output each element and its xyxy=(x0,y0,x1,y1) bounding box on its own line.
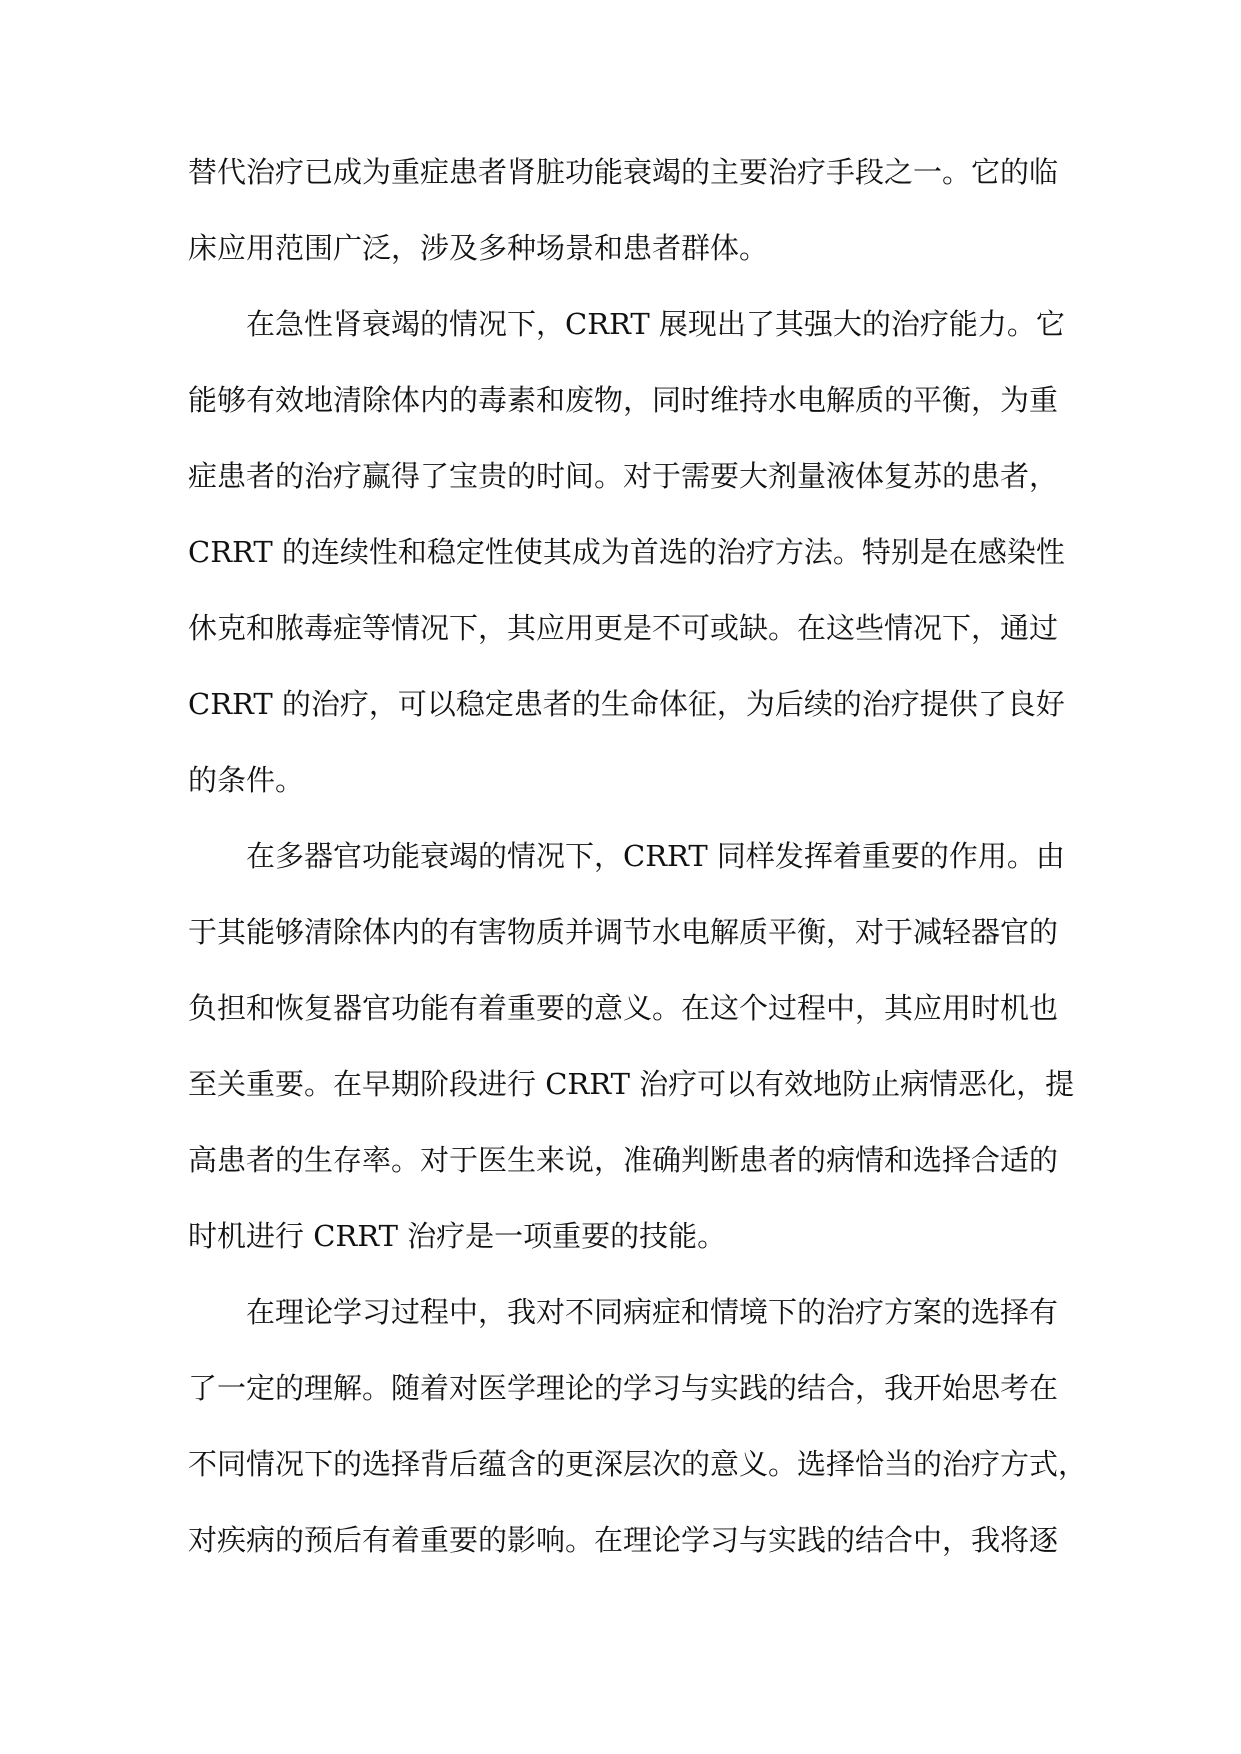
text-line: 于其能够清除体内的有害物质并调节水电解质平衡，对于减轻器官的 xyxy=(188,915,1059,949)
text-line: 床应用范围广泛，涉及多种场景和患者群体。 xyxy=(188,231,769,265)
paragraph-first-line: 在理论学习过程中，我对不同病症和情境下的治疗方案的选择有 xyxy=(246,1295,1059,1329)
text-line: 时机进行 CRRT 治疗是一项重要的技能。 xyxy=(188,1219,727,1253)
text-line: 至关重要。在早期阶段进行 CRRT 治疗可以有效地防止病情恶化，提 xyxy=(188,1067,1075,1101)
text-line: CRRT 的治疗，可以稳定患者的生命体征，为后续的治疗提供了良好 xyxy=(188,687,1065,721)
text-line: 的条件。 xyxy=(188,763,305,797)
paragraph-first-line: 在急性肾衰竭的情况下，CRRT 展现出了其强大的治疗能力。它 xyxy=(246,307,1065,341)
text-line: CRRT 的连续性和稳定性使其成为首选的治疗方法。特别是在感染性 xyxy=(188,535,1065,569)
text-line: 了一定的理解。随着对医学理论的学习与实践的结合，我开始思考在 xyxy=(188,1371,1059,1405)
paragraph-first-line: 在多器官功能衰竭的情况下，CRRT 同样发挥着重要的作用。由 xyxy=(246,839,1065,873)
text-line: 高患者的生存率。对于医生来说，准确判断患者的病情和选择合适的 xyxy=(188,1143,1059,1177)
text-line: 能够有效地清除体内的毒素和废物，同时维持水电解质的平衡，为重 xyxy=(188,383,1059,417)
text-line: 症患者的治疗赢得了宝贵的时间。对于需要大剂量液体复苏的患者， xyxy=(188,459,1059,493)
text-line: 不同情况下的选择背后蕴含的更深层次的意义。选择恰当的治疗方式， xyxy=(188,1447,1088,1481)
text-line: 替代治疗已成为重症患者肾脏功能衰竭的主要治疗手段之一。它的临 xyxy=(188,155,1059,189)
text-line: 休克和脓毒症等情况下，其应用更是不可或缺。在这些情况下，通过 xyxy=(188,611,1059,645)
text-line: 对疾病的预后有着重要的影响。在理论学习与实践的结合中，我将逐 xyxy=(188,1523,1059,1557)
text-line: 负担和恢复器官功能有着重要的意义。在这个过程中，其应用时机也 xyxy=(188,991,1059,1025)
